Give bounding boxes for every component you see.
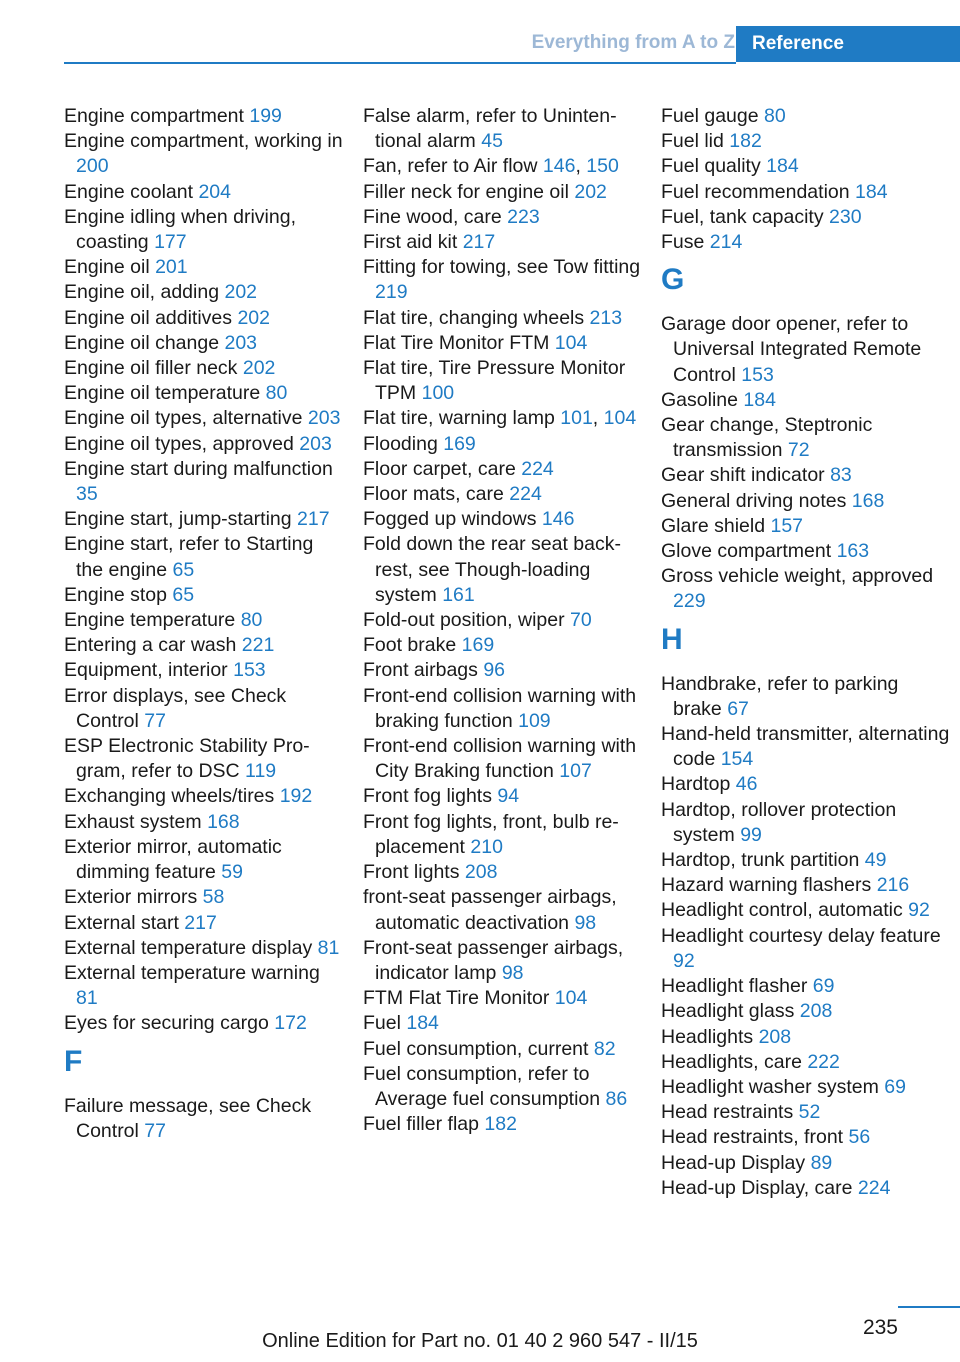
index-term: Engine coolant — [64, 180, 199, 203]
page-link[interactable]: 230 — [829, 205, 862, 228]
index-term: Hardtop — [661, 773, 736, 796]
index-entry — [64, 507, 344, 532]
index-term: Equipment, interior — [64, 659, 234, 682]
index-entry — [64, 255, 344, 280]
index-entry — [661, 104, 951, 129]
index-entry — [661, 154, 951, 179]
index-entry — [661, 924, 951, 974]
index-term: Engine start during malfunction — [64, 457, 333, 480]
page-link[interactable]: 58 — [202, 886, 225, 909]
page-link[interactable]: 221 — [241, 634, 275, 657]
page-link[interactable]: 104 — [603, 407, 637, 430]
page-link[interactable]: 202 — [237, 306, 270, 329]
page-link[interactable]: 153 — [233, 659, 266, 682]
index-term: Fuel gauge — [661, 105, 764, 127]
index-entry — [64, 583, 344, 608]
footer-rule — [898, 1306, 960, 1308]
page-link[interactable]: 89 — [810, 1151, 833, 1174]
index-term: Fitting for towing, see Tow fitting — [363, 256, 641, 279]
page-link[interactable]: 192 — [279, 785, 313, 808]
index-term: Fuel, tank capacity — [661, 205, 829, 228]
index-entry — [661, 798, 951, 848]
index-term: Fogged up windows — [363, 508, 542, 531]
index-entry — [661, 489, 951, 514]
page-link[interactable]: 210 — [470, 835, 503, 858]
page-link[interactable]: 146 — [542, 155, 576, 178]
index-term: Handbrake, refer to parking brake — [661, 672, 899, 720]
section-title: Everything from A to Z — [531, 32, 735, 53]
index-entry — [64, 432, 344, 457]
page-link[interactable]: 202 — [574, 180, 607, 203]
page-link[interactable]: 65 — [172, 558, 195, 581]
index-term: Engine idling when driving, coasting — [64, 205, 296, 254]
index-term: Head restraints — [661, 1101, 799, 1124]
index-term: Flat tire, Tire Pressure Monitor TPM — [363, 357, 626, 405]
page-link[interactable]: 203 — [307, 407, 341, 430]
page-link[interactable]: 45 — [481, 130, 503, 153]
index-term: Exterior mirrors — [64, 886, 203, 909]
page-link[interactable]: 208 — [758, 1025, 792, 1048]
page-link[interactable]: 69 — [812, 975, 835, 998]
index-entry — [363, 255, 643, 305]
page-link[interactable]: 202 — [224, 281, 258, 304]
index-letter-heading: G — [661, 263, 685, 297]
index-term: Engine oil types, alternative — [64, 407, 308, 430]
index-entry — [64, 835, 344, 885]
index-column-1 — [64, 104, 344, 1144]
index-entry — [64, 885, 344, 910]
index-entry — [64, 734, 344, 784]
index-term: Engine stop — [64, 583, 173, 606]
page-link[interactable]: 99 — [740, 823, 762, 846]
index-entry — [64, 532, 344, 582]
index-term: Fold down the rear seat backrest, see Though-loading system — [363, 533, 621, 606]
index-entry — [363, 331, 643, 356]
index-term: Engine oil temperature — [64, 382, 266, 405]
page-link[interactable]: 229 — [673, 590, 706, 613]
page-link[interactable]: 168 — [851, 489, 885, 512]
index-entry — [661, 312, 951, 388]
page-link[interactable]: 154 — [720, 748, 754, 771]
page-link[interactable]: 86 — [605, 1087, 628, 1110]
index-entry — [661, 1125, 951, 1150]
index-term: Garage door opener, refer to Universal Integrated Remote Control — [661, 313, 922, 386]
index-term: Headlight washer system — [661, 1075, 885, 1098]
index-entry — [64, 1094, 344, 1144]
page-link[interactable]: 202 — [242, 357, 276, 380]
index-entry — [363, 860, 643, 885]
index-term: Engine compartment, working in — [64, 130, 343, 153]
index-entry — [64, 381, 344, 406]
page-link[interactable]: 146 — [541, 508, 575, 531]
page-link[interactable]: 69 — [884, 1075, 906, 1098]
index-term: Fuse — [661, 231, 710, 254]
index-entry — [64, 961, 344, 1011]
page-link[interactable]: 182 — [484, 1113, 517, 1136]
index-term: Glove compartment — [661, 540, 837, 563]
page-link[interactable]: 150 — [586, 155, 619, 178]
index-entry — [363, 1062, 643, 1112]
index-term: Hand-held transmitter, alternating code — [661, 723, 950, 771]
index-entry — [64, 129, 344, 179]
index-entry — [661, 413, 951, 463]
index-term: Engine oil additives — [64, 306, 238, 329]
page-link[interactable]: 222 — [807, 1050, 840, 1073]
index-term: Flooding — [363, 432, 444, 455]
index-term: First aid kit — [363, 231, 463, 254]
index-term: Gross vehicle weight, approved — [661, 565, 934, 588]
index-entry — [363, 230, 643, 255]
index-term: ESP Electronic Stability Program, refer to DSC — [64, 735, 310, 783]
index-entry — [363, 104, 643, 154]
index-term: Foot brake — [363, 634, 462, 657]
index-entry — [64, 205, 344, 255]
index-term: Front airbags — [363, 659, 484, 682]
index-entry — [64, 810, 344, 835]
index-term: Engine oil filler neck — [64, 357, 243, 380]
index-entry — [363, 1112, 643, 1137]
index-entry — [363, 507, 643, 532]
index-entry — [363, 684, 643, 734]
index-term: Hazard warning flashers — [661, 874, 877, 897]
index-entry — [661, 230, 951, 255]
index-term: Engine temperature — [64, 609, 241, 632]
page-link[interactable]: 199 — [249, 105, 282, 127]
page-link[interactable]: 184 — [406, 1012, 439, 1035]
page-link[interactable]: 203 — [224, 331, 258, 354]
page-header — [0, 26, 960, 62]
page-link[interactable]: 59 — [221, 861, 243, 884]
index-term: Flat tire, changing wheels — [363, 306, 590, 329]
page-link[interactable]: 208 — [799, 1000, 833, 1023]
index-entry — [64, 911, 344, 936]
page-link[interactable]: 200 — [76, 155, 109, 178]
index-entry — [661, 873, 951, 898]
page-link[interactable]: 169 — [461, 634, 495, 657]
index-term: Flat Tire Monitor FTM — [363, 331, 555, 354]
page-link[interactable]: 80 — [265, 382, 288, 405]
index-term: Fuel consumption, current — [363, 1037, 594, 1060]
page-link[interactable]: 67 — [727, 697, 749, 720]
index-term: Gasoline — [661, 388, 744, 411]
page-link[interactable]: 213 — [589, 306, 623, 329]
page-link[interactable]: 82 — [593, 1037, 616, 1060]
page-link[interactable]: 70 — [570, 609, 592, 632]
index-term: Engine oil, adding — [64, 281, 225, 304]
index-entry — [661, 772, 951, 797]
index-entry — [363, 784, 643, 809]
page-link[interactable]: 201 — [155, 256, 188, 279]
page-link[interactable]: 223 — [507, 205, 540, 228]
index-term: Fan, refer to Air flow — [363, 155, 543, 178]
page-link[interactable]: 172 — [274, 1012, 307, 1035]
index-entry — [661, 1176, 951, 1201]
page-link[interactable]: 109 — [518, 709, 551, 732]
index-entry — [64, 457, 344, 507]
index-term: Engine oil types, approved — [64, 432, 300, 455]
index-term: Exterior mirror, automatic dimming feature — [64, 835, 282, 884]
index-entry — [661, 388, 951, 413]
page-link[interactable]: 65 — [172, 583, 195, 606]
header-rule — [64, 62, 736, 64]
index-term: Front fog lights, front, bulb replacement — [363, 810, 619, 858]
index-term: Hardtop, trunk partition — [661, 849, 865, 872]
index-term: Filler neck for engine oil — [363, 180, 575, 203]
page-link[interactable]: 224 — [857, 1176, 891, 1199]
page-link[interactable]: 81 — [317, 936, 340, 959]
index-entry — [661, 898, 951, 923]
index-entry — [64, 936, 344, 961]
index-term: Glare shield — [661, 514, 771, 537]
index-entry — [661, 672, 951, 722]
page-link[interactable]: 56 — [848, 1126, 871, 1149]
page-link[interactable]: 204 — [198, 180, 231, 203]
index-term: Error displays, see Check Control — [64, 684, 287, 732]
index-term: Fuel consumption, refer to Average fuel consumption — [363, 1062, 606, 1110]
page-link[interactable]: 104 — [554, 987, 588, 1010]
index-term: Front-seat passenger airbags, indicator lamp — [363, 936, 624, 984]
page-link[interactable]: 96 — [483, 659, 506, 682]
page-link[interactable]: 216 — [876, 874, 910, 897]
index-entry — [64, 280, 344, 305]
index-entry — [661, 1151, 951, 1176]
page-link[interactable]: 157 — [770, 514, 804, 537]
index-term: Engine start, jump-starting — [64, 508, 298, 531]
page-link[interactable]: 77 — [144, 709, 166, 732]
index-entry — [661, 564, 951, 614]
page-link[interactable]: 101 — [560, 407, 593, 430]
page-link[interactable]: 168 — [207, 810, 240, 833]
index-term: Fold-out position, wiper — [363, 609, 571, 632]
page-link[interactable]: 80 — [240, 609, 263, 632]
index-entry — [363, 482, 643, 507]
index-term: Fine wood, care — [363, 205, 508, 228]
index-term: Headlight control, automatic — [661, 899, 909, 922]
index-term: Fuel quality — [661, 155, 767, 178]
page-link[interactable]: 49 — [864, 849, 887, 872]
index-entry — [64, 180, 344, 205]
page-link[interactable]: 163 — [836, 540, 870, 563]
index-term: Fuel filler flap — [363, 1113, 485, 1136]
page-link[interactable]: 169 — [443, 432, 476, 455]
page-link[interactable]: 98 — [574, 911, 597, 934]
index-entry — [64, 633, 344, 658]
page-number: 235 — [862, 1316, 898, 1339]
index-term: Floor carpet, care — [363, 457, 522, 480]
index-entry — [661, 1075, 951, 1100]
page-link[interactable]: 92 — [908, 899, 930, 922]
index-entry: Flat tire, warning lamp 101, 104 — [363, 407, 637, 430]
index-column-3 — [661, 104, 951, 1201]
page-link[interactable]: 184 — [855, 180, 888, 203]
page-link[interactable]: 217 — [297, 508, 330, 531]
index-term: Exchanging wheels/tires — [64, 785, 280, 808]
index-entry — [661, 1050, 951, 1075]
index-term: Eyes for securing cargo — [64, 1012, 275, 1035]
index-entry — [64, 784, 344, 809]
index-entry — [64, 608, 344, 633]
index-letter-heading: F — [64, 1044, 83, 1078]
page-link[interactable]: 177 — [154, 231, 187, 254]
index-term: External temperature warning — [64, 961, 320, 984]
page-link[interactable]: 217 — [462, 231, 496, 254]
index-entry — [661, 1100, 951, 1125]
page-link[interactable]: 83 — [830, 464, 852, 487]
index-term: Fuel recommendation — [661, 180, 856, 203]
index-entry — [363, 633, 643, 658]
index-term: FTM Flat Tire Monitor — [363, 987, 555, 1010]
index-term: Entering a car wash — [64, 634, 242, 657]
index-entry — [363, 205, 643, 230]
index-column-2 — [363, 104, 643, 1137]
index-entry — [363, 1011, 643, 1036]
page-link[interactable]: 184 — [766, 155, 799, 178]
page-link[interactable]: 35 — [76, 483, 98, 506]
index-entry — [64, 306, 344, 331]
index-term: Headlights — [661, 1025, 759, 1048]
index-entry — [661, 514, 951, 539]
index-entry — [64, 331, 344, 356]
index-entry — [661, 463, 951, 488]
index-term: Flat tire, warning lamp — [363, 407, 561, 430]
page-link[interactable]: 161 — [442, 583, 475, 606]
page-link[interactable]: 81 — [76, 987, 98, 1010]
page-link[interactable]: 104 — [554, 331, 588, 354]
index-term: Gear shift indicator — [661, 464, 831, 487]
index-entry — [363, 608, 643, 633]
edition-footer: Online Edition for Part no. 01 40 2 960 547 - II/15 — [262, 1330, 698, 1352]
page-link[interactable]: 217 — [184, 911, 217, 934]
index-entry — [363, 810, 643, 860]
index-term: False alarm, refer to Unintentional alarm — [363, 105, 617, 153]
index-entry: Fan, refer to Air flow 146, 150 — [363, 155, 619, 178]
index-term: Fuel — [363, 1012, 407, 1035]
index-entry — [661, 1025, 951, 1050]
index-entry — [363, 1037, 643, 1062]
index-entry — [661, 180, 951, 205]
page-link[interactable]: 214 — [709, 231, 743, 254]
index-entry — [363, 734, 643, 784]
index-entry — [64, 1011, 344, 1036]
index-entry — [64, 684, 344, 734]
index-term: External temperature display — [64, 936, 318, 959]
index-term: front-seat passenger airbags, automatic deactivation — [363, 886, 617, 934]
index-term: Exhaust system — [64, 810, 208, 833]
index-letter-heading: H — [661, 622, 683, 656]
page-link[interactable]: 52 — [798, 1101, 821, 1124]
index-entry — [64, 406, 344, 431]
page-link[interactable]: 94 — [497, 785, 520, 808]
index-term: Headlight courtesy delay feature — [661, 924, 941, 947]
index-entry — [64, 658, 344, 683]
index-entry — [661, 205, 951, 230]
page-link[interactable]: 100 — [421, 382, 455, 405]
index-entry — [363, 306, 643, 331]
index-term: Engine start, refer to Starting the engine — [64, 533, 314, 581]
page-link[interactable]: 119 — [245, 760, 277, 783]
page-link[interactable]: 224 — [521, 457, 554, 480]
index-term: Headlights, care — [661, 1050, 808, 1073]
page-link[interactable]: 46 — [735, 773, 758, 796]
page-link[interactable]: 208 — [464, 861, 498, 884]
index-term: Head-up Display, care — [661, 1176, 858, 1199]
index-entry — [363, 936, 643, 986]
page-link[interactable]: 80 — [764, 105, 786, 127]
index-term: Front-end collision warning with braking function — [363, 684, 637, 732]
index-term: Head restraints, front — [661, 1126, 849, 1149]
index-term: Front fog lights — [363, 785, 498, 808]
index-entry — [661, 974, 951, 999]
index-entry — [661, 848, 951, 873]
index-term: Hardtop, rollover protection system — [661, 798, 897, 846]
index-term: General driving notes — [661, 489, 852, 512]
index-term: Gear change, Steptronic transmission — [661, 414, 873, 462]
index-entry — [661, 999, 951, 1024]
index-entry — [661, 722, 951, 772]
index-term: Front lights — [363, 861, 465, 884]
chapter-tab: Reference — [736, 26, 960, 62]
page-link[interactable]: 219 — [375, 281, 408, 304]
index-term: Headlight glass — [661, 1000, 800, 1023]
index-entry — [661, 539, 951, 564]
page-link[interactable]: 107 — [559, 760, 592, 783]
index-entry — [64, 356, 344, 381]
index-term: Failure message, see Check Control — [64, 1094, 312, 1142]
page-link[interactable]: 182 — [729, 130, 762, 153]
index-term: Engine oil — [64, 256, 156, 279]
index-entry — [363, 532, 643, 608]
index-entry — [363, 180, 643, 205]
index-entry — [363, 885, 643, 935]
index-term: Front-end collision warning with City Braking function — [363, 735, 637, 783]
index-term: Floor mats, care — [363, 483, 510, 506]
page-link[interactable]: 224 — [509, 483, 542, 506]
page-link[interactable]: 203 — [299, 432, 332, 455]
page-link[interactable]: 153 — [741, 363, 774, 386]
index-entry — [363, 986, 643, 1011]
index-entry — [363, 457, 643, 482]
index-entry — [64, 104, 344, 129]
page-link[interactable]: 184 — [743, 388, 776, 411]
page-link[interactable]: 72 — [787, 439, 810, 462]
index-term: Engine oil change — [64, 331, 225, 354]
index-term: Headlight flasher — [661, 975, 813, 998]
index-term: Engine compartment — [64, 105, 250, 127]
page-link[interactable]: 98 — [501, 961, 524, 984]
index-entry — [363, 658, 643, 683]
index-entry — [363, 432, 643, 457]
index-term: Head-up Display — [661, 1151, 811, 1174]
index-entry — [363, 356, 643, 406]
index-term: External start — [64, 911, 185, 934]
index-term: Fuel lid — [661, 130, 730, 153]
index-entry — [661, 129, 951, 154]
page-link[interactable]: 77 — [144, 1119, 166, 1142]
page-link[interactable]: 92 — [673, 949, 695, 972]
